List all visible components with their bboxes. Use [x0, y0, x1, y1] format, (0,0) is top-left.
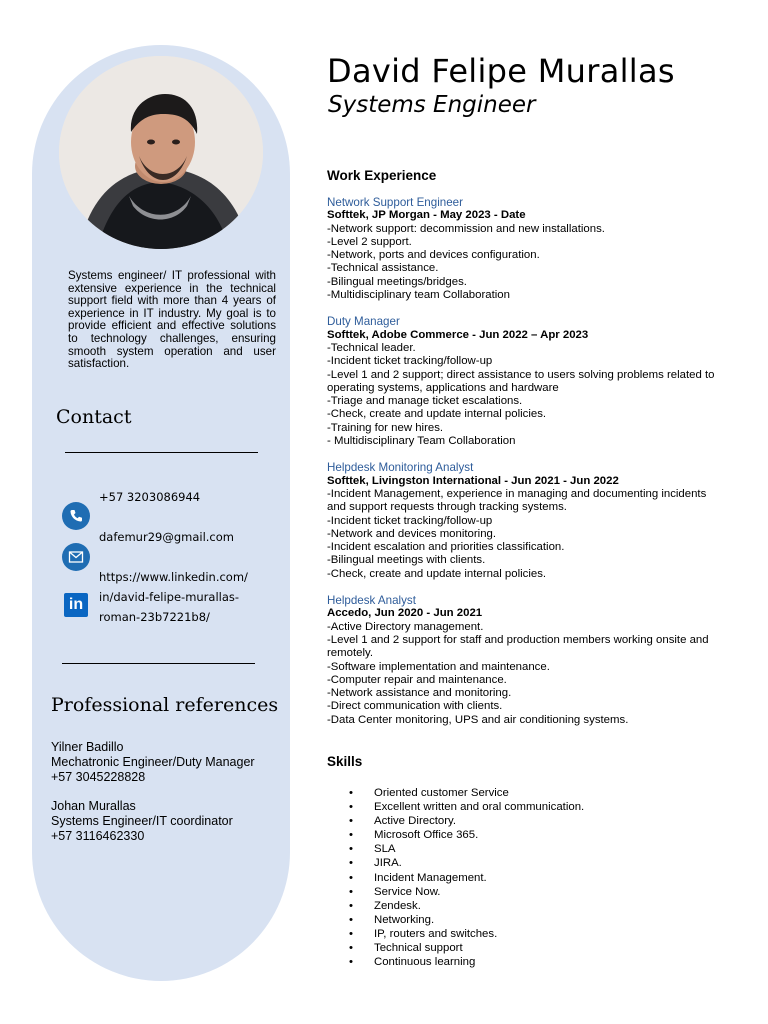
linkedin-icon: in — [64, 593, 88, 617]
skill-item: • JIRA. — [349, 856, 584, 870]
profile-photo — [59, 56, 263, 249]
linkedin-line: https://www.linkedin.com/ — [99, 570, 248, 584]
skill-item: • Incident Management. — [349, 871, 584, 885]
skill-item: • SLA — [349, 842, 584, 856]
job-duty: - Multidisciplinary Team Collaboration — [327, 435, 516, 448]
job-duty: -Check, create and update internal policies. — [327, 567, 547, 580]
job-duty: -Network and devices monitoring. — [327, 527, 497, 540]
job-entry — [327, 196, 727, 302]
skill-item: • Continuous learning — [349, 955, 584, 969]
job-duty: -Triage and manage ticket escalations. — [327, 395, 523, 408]
job-duty: -Direct communication with clients. — [327, 700, 503, 713]
job-duty: -Network assistance and monitoring. — [327, 687, 512, 700]
contact-divider-bottom — [62, 663, 255, 664]
contact-phone[interactable]: +57 3203086944 — [99, 490, 201, 504]
job-duty: -Network support: decommission and new installations. — [327, 222, 605, 235]
job-company-date: Softtek, Livingston International - Jun 2021 - Jun 2022 — [327, 474, 619, 487]
job-duty: -Active Directory management. — [327, 620, 484, 633]
job-duty: -Computer repair and maintenance. — [327, 673, 507, 686]
job-duty: -Data Center monitoring, UPS and air conditioning systems. — [327, 713, 629, 726]
contact-heading: Contact — [56, 406, 132, 428]
skill-item: • Zendesk. — [349, 899, 584, 913]
skill-item: • Active Directory. — [349, 814, 584, 828]
skills-list — [349, 786, 584, 969]
job-entry — [327, 315, 727, 448]
job-duty: -Technical assistance. — [327, 262, 439, 275]
work-experience-heading: Work Experience — [327, 168, 437, 183]
reference-name: Yilner Badillo — [51, 740, 124, 754]
skill-item: • Excellent written and oral communication. — [349, 800, 584, 814]
contact-email[interactable]: dafemur29@gmail.com — [99, 530, 234, 544]
job-duty: -Incident escalation and priorities classification. — [327, 541, 565, 554]
skill-item: • Service Now. — [349, 885, 584, 899]
job-duty: -Level 1 and 2 support for staff and production members working onsite and remotely. — [327, 633, 709, 660]
phone-icon — [62, 502, 90, 530]
job-duty: -Software implementation and maintenance. — [327, 660, 550, 673]
job-duty: -Incident Management, experience in managing and documenting incidents and support requests through tracking systems. — [327, 487, 707, 514]
job-entry — [327, 461, 727, 581]
job-company-date: Accedo, Jun 2020 - Jun 2021 — [327, 607, 483, 620]
job-duty: -Level 2 support. — [327, 235, 412, 248]
linkedin-line: in/david-felipe-murallas- — [99, 590, 240, 604]
job-entry — [327, 594, 727, 727]
references-list — [51, 740, 255, 844]
email-icon — [62, 543, 90, 571]
job-duty: -Technical leader. — [327, 341, 416, 354]
contact-linkedin[interactable] — [99, 567, 248, 627]
job-duty: -Level 1 and 2 support; direct assistance to users solving problems related to operating systems, applications and hardware — [327, 368, 715, 394]
references-heading: Professional references — [51, 694, 279, 716]
reference-role: Systems Engineer/IT coordinator — [51, 814, 233, 829]
candidate-title: Systems Engineer — [328, 92, 536, 118]
job-duty: -Network, ports and devices configuration. — [327, 249, 540, 262]
contact-divider-top — [65, 452, 258, 453]
reference-name: Johan Murallas — [51, 799, 136, 814]
job-duty: -Check, create and update internal policies. — [327, 408, 547, 421]
reference-phone: +57 3045228828 — [51, 769, 146, 784]
candidate-name: David Felipe Murallas — [327, 52, 675, 90]
skill-item: • Oriented customer Service — [349, 786, 584, 800]
reference-item — [51, 740, 255, 784]
reference-role: Mechatronic Engineer/Duty Manager — [51, 754, 255, 769]
skill-item: • Microsoft Office 365. — [349, 828, 584, 842]
job-title: Network Support Engineer — [327, 196, 463, 209]
job-title: Helpdesk Monitoring Analyst — [327, 461, 474, 475]
job-company-date: Softtek, Adobe Commerce - Jun 2022 – Apr 2023 — [327, 328, 589, 341]
skill-item: • Networking. — [349, 913, 584, 927]
job-company-date: Softtek, JP Morgan - May 2023 - Date — [327, 209, 526, 222]
job-duty: -Bilingual meetings/bridges. — [327, 275, 467, 288]
reference-item — [51, 799, 255, 843]
linkedin-line: roman-23b7221b8/ — [99, 610, 210, 624]
job-duty: -Incident ticket tracking/follow-up — [327, 355, 493, 368]
work-experience-list — [327, 196, 727, 740]
job-duty: -Bilingual meetings with clients. — [327, 554, 486, 567]
skill-item: • IP, routers and switches. — [349, 927, 584, 941]
job-duty: -Incident ticket tracking/follow-up — [327, 514, 493, 527]
job-title: Duty Manager — [327, 315, 400, 329]
reference-phone: +57 3116462330 — [51, 828, 145, 843]
profile-summary: Systems engineer/ IT professional with extensive experience in the technical support field with more than 4 years of experience in IT industry. My goal is to provide efficient and effective solutions to technology challenges, ensuring smooth system operation and user satisfaction. — [68, 269, 276, 371]
job-duty: -Training for new hires. — [327, 421, 444, 434]
skill-item: • Technical support — [349, 941, 584, 955]
skills-heading: Skills — [327, 754, 363, 769]
job-duty: -Multidisciplinary team Collaboration — [327, 289, 510, 302]
job-title: Helpdesk Analyst — [327, 594, 416, 608]
